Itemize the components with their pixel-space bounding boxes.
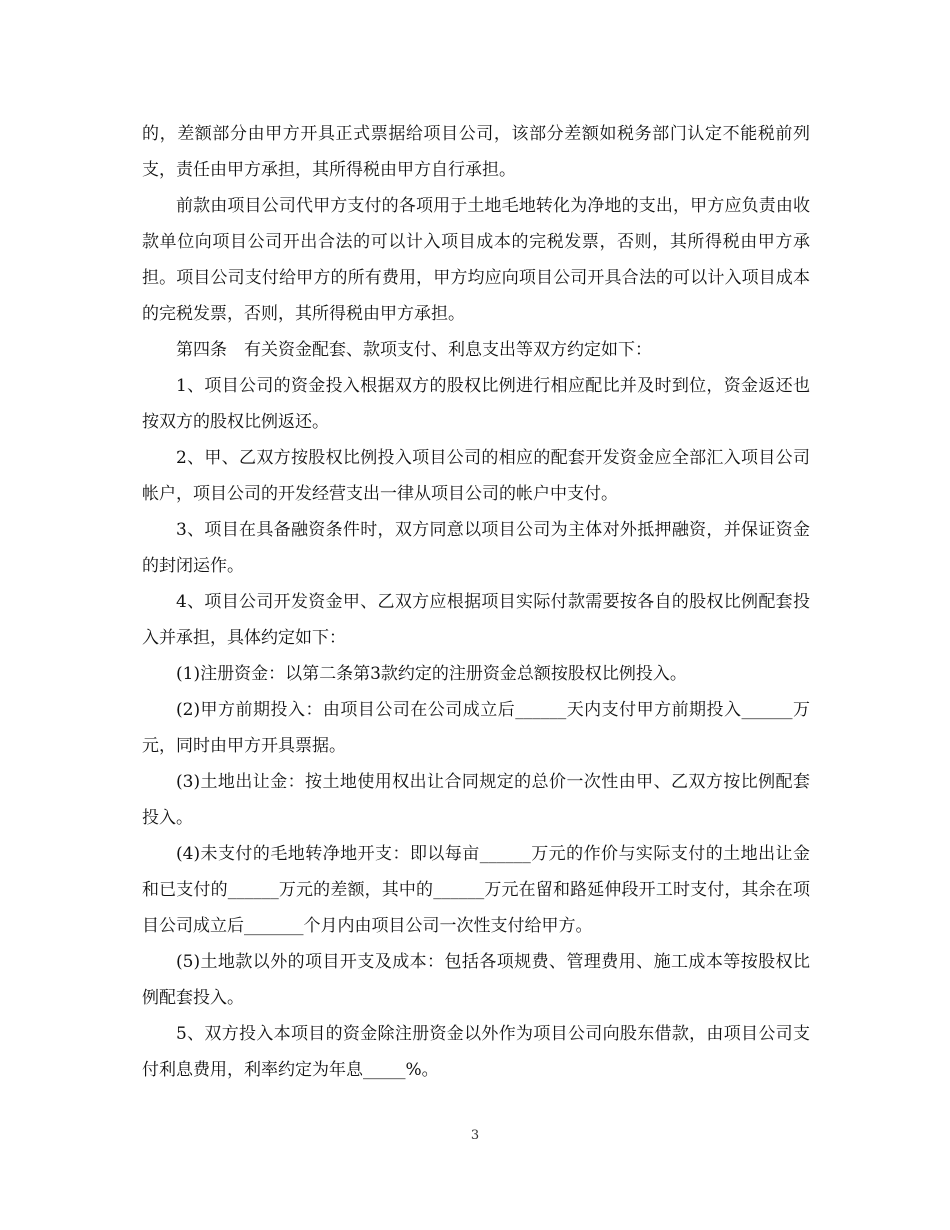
sub-clause-5: (5)土地款以外的项目开支及成本：包括各项规费、管理费用、施工成本等按股权比例配套投入。 bbox=[142, 952, 810, 1008]
clause-1: 1、项目公司的资金投入根据双方的股权比例进行相应配比并及时到位，资金返还也按双方的股权比例返还。 bbox=[142, 376, 810, 432]
clause-3: 3、项目在具备融资条件时，双方同意以项目公司为主体对外抵押融资，并保证资金的封闭运作。 bbox=[142, 520, 810, 576]
page-number: 3 bbox=[470, 1128, 480, 1143]
article-four-heading: 第四条 有关资金配套、款项支付、利息支出等双方约定如下： bbox=[176, 340, 652, 360]
sub-clause-2: (2)甲方前期投入：由项目公司在公司成立后______天内支付甲方前期投入______万元，同时由甲方开具票据。 bbox=[142, 700, 810, 756]
paragraph-2: 前款由项目公司代甲方支付的各项用于土地毛地转化为净地的支出，甲方应负责由收款单位向项目公司开出合法的可以计入项目成本的完税发票，否则，其所得税由甲方承担。项目公司支付给甲方的所有费用，甲方均应向项目公司开具合法的可以计入项目成本的完税发票，否则，其所得税由甲方承担。 bbox=[142, 196, 810, 324]
paragraph-1: 的，差额部分由甲方开具正式票据给项目公司，该部分差额如税务部门认定不能税前列支，责任由甲方承担，其所得税由甲方自行承担。 bbox=[142, 124, 810, 180]
sub-clause-1: (1)注册资金：以第二条第3款约定的注册资金总额按股权比例投入。 bbox=[176, 664, 687, 684]
clause-4: 4、项目公司开发资金甲、乙双方应根据项目实际付款需要按各自的股权比例配套投入并承担，具体约定如下： bbox=[142, 592, 810, 648]
clause-2: 2、甲、乙双方按股权比例投入项目公司的相应的配套开发资金应全部汇入项目公司帐户，项目公司的开发经营支出一律从项目公司的帐户中支付。 bbox=[142, 448, 810, 504]
sub-clause-4: (4)未支付的毛地转净地开支：即以每亩______万元的作价与实际支付的土地出让金和已支付的______万元的差额，其中的______万元在留和路延伸段开工时支付，其余在项目公司成立后_______个月内由项目公司一次性支付给甲方。 bbox=[142, 844, 810, 936]
clause-5: 5、双方投入本项目的资金除注册资金以外作为项目公司向股东借款，由项目公司支付利息费用，利率约定为年息_____%。 bbox=[142, 1024, 810, 1080]
document-body bbox=[142, 116, 810, 1088]
sub-clause-3: (3)土地出让金：按土地使用权出让合同规定的总价一次性由甲、乙双方按比例配套投入。 bbox=[142, 772, 810, 828]
